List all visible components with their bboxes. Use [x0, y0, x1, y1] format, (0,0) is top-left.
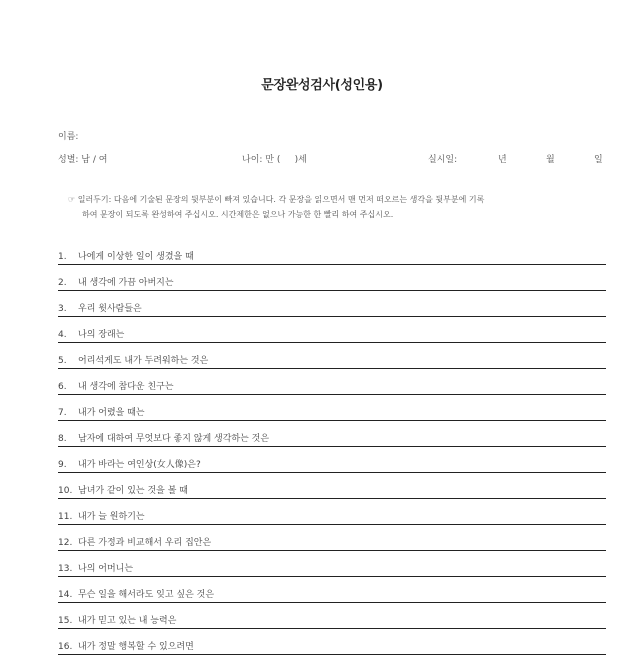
- sentence-prompt: 나의 어머니는: [78, 564, 134, 574]
- sentence-number: 10.: [58, 486, 73, 496]
- sentence-number: 2.: [58, 278, 67, 288]
- sentence-number: 9.: [58, 460, 67, 470]
- sentence-prompt: 내가 늘 원하기는: [78, 512, 145, 522]
- year-label: 년: [498, 155, 507, 165]
- sentence-item[interactable]: [58, 317, 606, 343]
- date-field-label: 실시일:: [428, 155, 458, 165]
- sentence-prompt: 남자에 대하여 무엇보다 좋지 않게 생각하는 것은: [78, 434, 270, 444]
- sentence-number: 4.: [58, 330, 67, 340]
- sentence-prompt: 우리 윗사람들은: [78, 304, 142, 314]
- sentence-number: 3.: [58, 304, 67, 314]
- sentence-item[interactable]: [58, 525, 606, 551]
- instructions: [68, 192, 608, 222]
- sentence-item[interactable]: [58, 343, 606, 369]
- sentence-number: 11.: [58, 512, 73, 522]
- sentence-number: 1.: [58, 252, 67, 262]
- sentence-list: [58, 239, 606, 655]
- sentence-prompt: 내가 정말 행복할 수 있으려면: [78, 642, 194, 652]
- sentence-prompt: 내 생각에 참다운 친구는: [78, 382, 174, 392]
- sentence-prompt: 어리석게도 내가 두려워하는 것은: [78, 356, 209, 366]
- sentence-number: 12.: [58, 538, 73, 548]
- age-field-label: 나이: 만 ( )세: [242, 155, 307, 165]
- sentence-number: 16.: [58, 642, 73, 652]
- sentence-item[interactable]: [58, 265, 606, 291]
- sentence-prompt: 내가 어렸을 때는: [78, 408, 145, 418]
- sentence-prompt: 내가 믿고 있는 내 능력은: [78, 616, 177, 626]
- sentence-item[interactable]: [58, 395, 606, 421]
- sentence-item[interactable]: [58, 603, 606, 629]
- sentence-number: 5.: [58, 356, 67, 366]
- sentence-number: 6.: [58, 382, 67, 392]
- sentence-item[interactable]: [58, 499, 606, 525]
- sentence-prompt: 내 생각에 가끔 아버지는: [78, 278, 174, 288]
- sentence-item[interactable]: [58, 369, 606, 395]
- sentence-item[interactable]: [58, 421, 606, 447]
- instructions-line-1: ☞ 일러두기: 다음에 기술된 문장의 뒷부분이 빠져 있습니다. 각 문장을 읽으면서 맨 먼저 떠오르는 생각을 뒷부분에 기록: [68, 195, 485, 204]
- sentence-item[interactable]: [58, 577, 606, 603]
- sentence-number: 14.: [58, 590, 73, 600]
- name-field-label: 이름:: [58, 132, 79, 142]
- day-label: 일: [594, 155, 603, 165]
- instructions-line-2: 하여 문장이 되도록 완성하여 주십시오. 시간제한은 없으나 가능한 한 빨리 하여 주십시오.: [82, 210, 394, 219]
- sentence-item[interactable]: [58, 629, 606, 655]
- sentence-item[interactable]: [58, 551, 606, 577]
- sentence-number: 15.: [58, 616, 73, 626]
- month-label: 월: [546, 155, 555, 165]
- sentence-prompt: 나의 장래는: [78, 330, 125, 340]
- sentence-item[interactable]: [58, 473, 606, 499]
- sentence-prompt: 나에게 이상한 일이 생겼을 때: [78, 252, 194, 262]
- sentence-number: 7.: [58, 408, 67, 418]
- sentence-item[interactable]: [58, 447, 606, 473]
- document-title: 문장완성검사(성인용): [261, 78, 383, 93]
- sentence-prompt: 무슨 일을 해서라도 잊고 싶은 것은: [78, 590, 215, 600]
- sentence-item[interactable]: [58, 239, 606, 265]
- sentence-item[interactable]: [58, 291, 606, 317]
- sentence-prompt: 다른 가정과 비교해서 우리 집안은: [78, 538, 212, 548]
- sentence-prompt: 남녀가 같이 있는 것을 볼 때: [78, 486, 188, 496]
- gender-field-label: 성별: 남 / 여: [58, 155, 108, 165]
- sentence-prompt: 내가 바라는 여인상(女人像)은?: [78, 460, 201, 470]
- sentence-number: 13.: [58, 564, 73, 574]
- sentence-number: 8.: [58, 434, 67, 444]
